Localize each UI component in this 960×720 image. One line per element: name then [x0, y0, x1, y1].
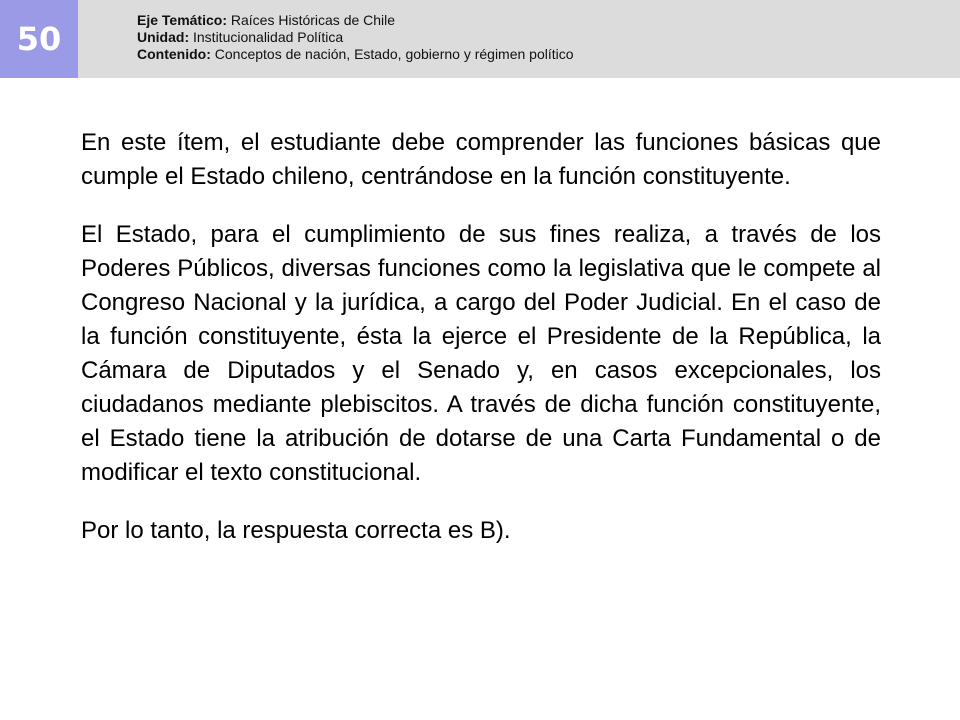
eje-tematico-label: Eje Temático: [137, 12, 227, 28]
contenido-value: Conceptos de nación, Estado, gobierno y régimen político [214, 46, 574, 62]
contenido-line [137, 46, 574, 63]
header-bar [0, 0, 960, 78]
header-info [137, 12, 574, 63]
contenido-label: Contenido: [137, 46, 211, 62]
paragraph-answer: Por lo tanto, la respuesta correcta es B). [81, 517, 511, 544]
eje-tematico-value: Raíces Históricas de Chile [230, 12, 396, 28]
item-number-badge: 50 [0, 0, 78, 78]
unidad-line [137, 29, 574, 46]
paragraph-explanation: El Estado, para el cumplimiento de sus fines realiza, a través de los Poderes Públicos, diversas funciones como la legislativa que le compete al Congreso Nacional y la jurídica, a cargo del Poder Judicial. En el caso de la función constituyente, ésta la ejerce el Presidente de la República, la Cámara de Diputados y el Senado y, en casos excepcionales, los ciudadanos mediante plebiscitos. A través de dicha función constituyente, el Estado tiene la atribución de dotarse de una Carta Fundamental o de modificar el texto constitucional. [81, 221, 881, 486]
explanation-body [81, 126, 881, 572]
paragraph-intro: En este ítem, el estudiante debe comprender las funciones básicas que cumple el Estado chileno, centrándose en la función constituyente. [81, 129, 881, 190]
eje-tematico-line [137, 12, 574, 29]
unidad-label: Unidad: [137, 29, 190, 45]
unidad-value: Institucionalidad Política [193, 29, 344, 45]
